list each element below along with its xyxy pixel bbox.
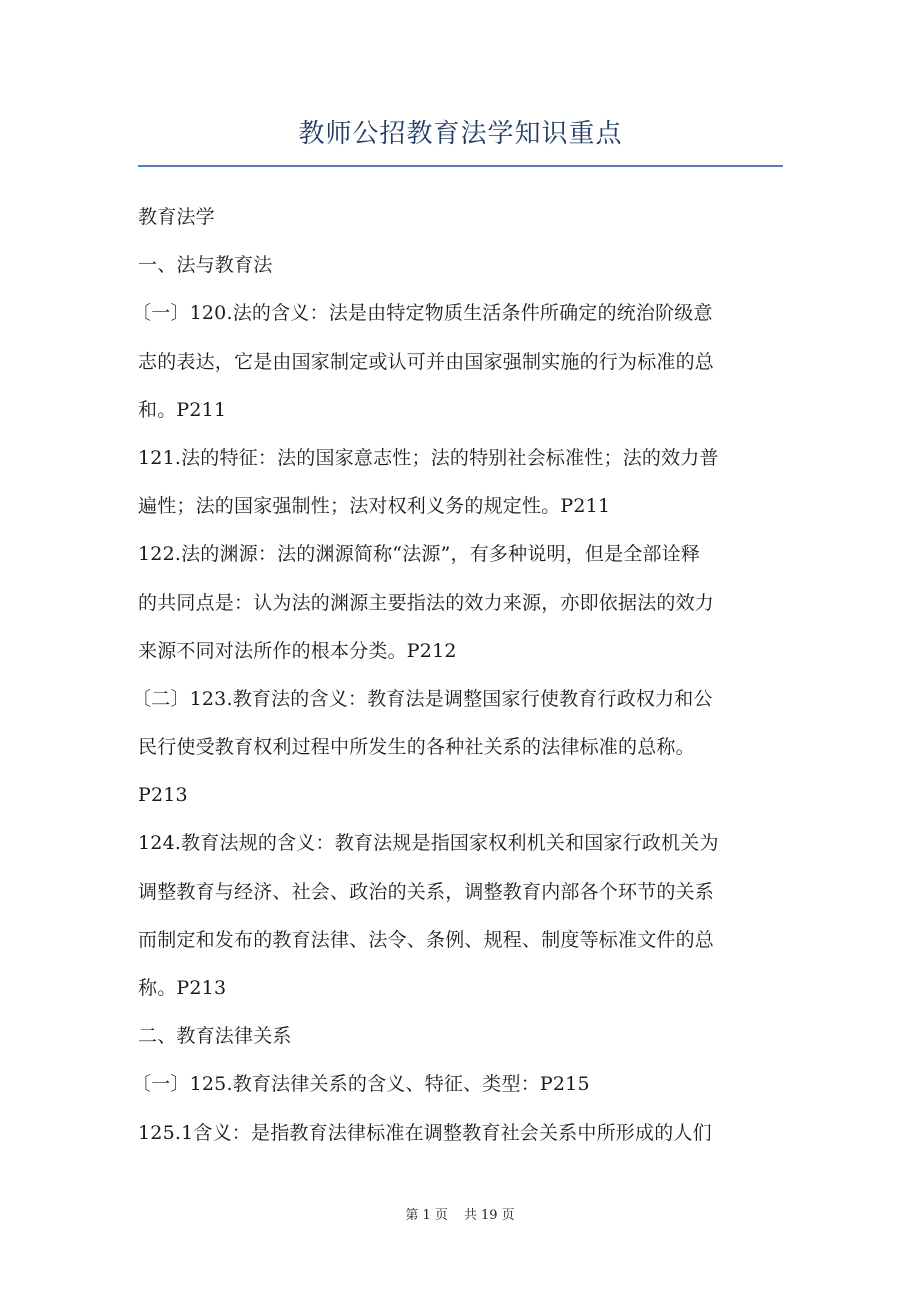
page-number-total: 共 19 页	[463, 1208, 515, 1223]
paragraph-line: 〔一〕120.法的含义：法是由特定物质生活条件所确定的统治阶级意	[132, 302, 713, 325]
paragraph-line: 调整教育与经济、社会、政治的关系，调整教育内部各个环节的关系	[138, 880, 715, 903]
paragraph-line: 而制定和发布的教育法律、法令、条例、规程、制度等标准文件的总	[138, 928, 715, 951]
paragraph-line: 和。P211	[138, 398, 227, 421]
paragraph-line: 〔一〕125.教育法律关系的含义、特征、类型：P215	[132, 1073, 590, 1096]
chapter-heading: 一、法与教育法	[138, 254, 273, 277]
paragraph-line: P213	[138, 784, 188, 807]
paragraph-line: 124.教育法规的含义：教育法规是指国家权利机关和国家行政机关为	[138, 832, 719, 855]
paragraph-line: 志的表达，它是由国家制定或认可并由国家强制实施的行为标准的总	[138, 350, 715, 373]
paragraph-line: 民行使受教育权利过程中所发生的各种社关系的法律标准的总称。	[138, 736, 695, 759]
chapter-heading: 二、教育法律关系	[138, 1025, 292, 1048]
title-divider	[138, 165, 783, 167]
paragraph-line: 来源不同对法所作的根本分类。P212	[138, 639, 457, 662]
paragraph-line: 的共同点是：认为法的渊源主要指法的效力来源，亦即依据法的效力	[138, 591, 715, 614]
paragraph-line: 121.法的特征：法的国家意志性；法的特别社会标准性；法的效力普	[138, 446, 719, 469]
paragraph-line: 125.1含义：是指教育法律标准在调整教育社会关系中所形成的人们	[138, 1121, 712, 1144]
paragraph-line: 遍性；法的国家强制性；法对权利义务的规定性。P211	[138, 495, 611, 518]
section-heading: 教育法学	[138, 206, 215, 228]
paragraph-line: 〔二〕123.教育法的含义：教育法是调整国家行使教育行政权力和公	[132, 687, 713, 710]
page-footer	[0, 1204, 920, 1223]
page-number-current: 第 1 页	[405, 1208, 448, 1223]
paragraph-line: 称。P213	[138, 977, 227, 999]
document-body	[132, 197, 783, 1161]
document-title: 教师公招教育法学知识重点	[298, 119, 623, 149]
paragraph-line: 122.法的渊源：法的渊源简称“法源”，有多种说明，但是全部诠释	[138, 543, 701, 566]
